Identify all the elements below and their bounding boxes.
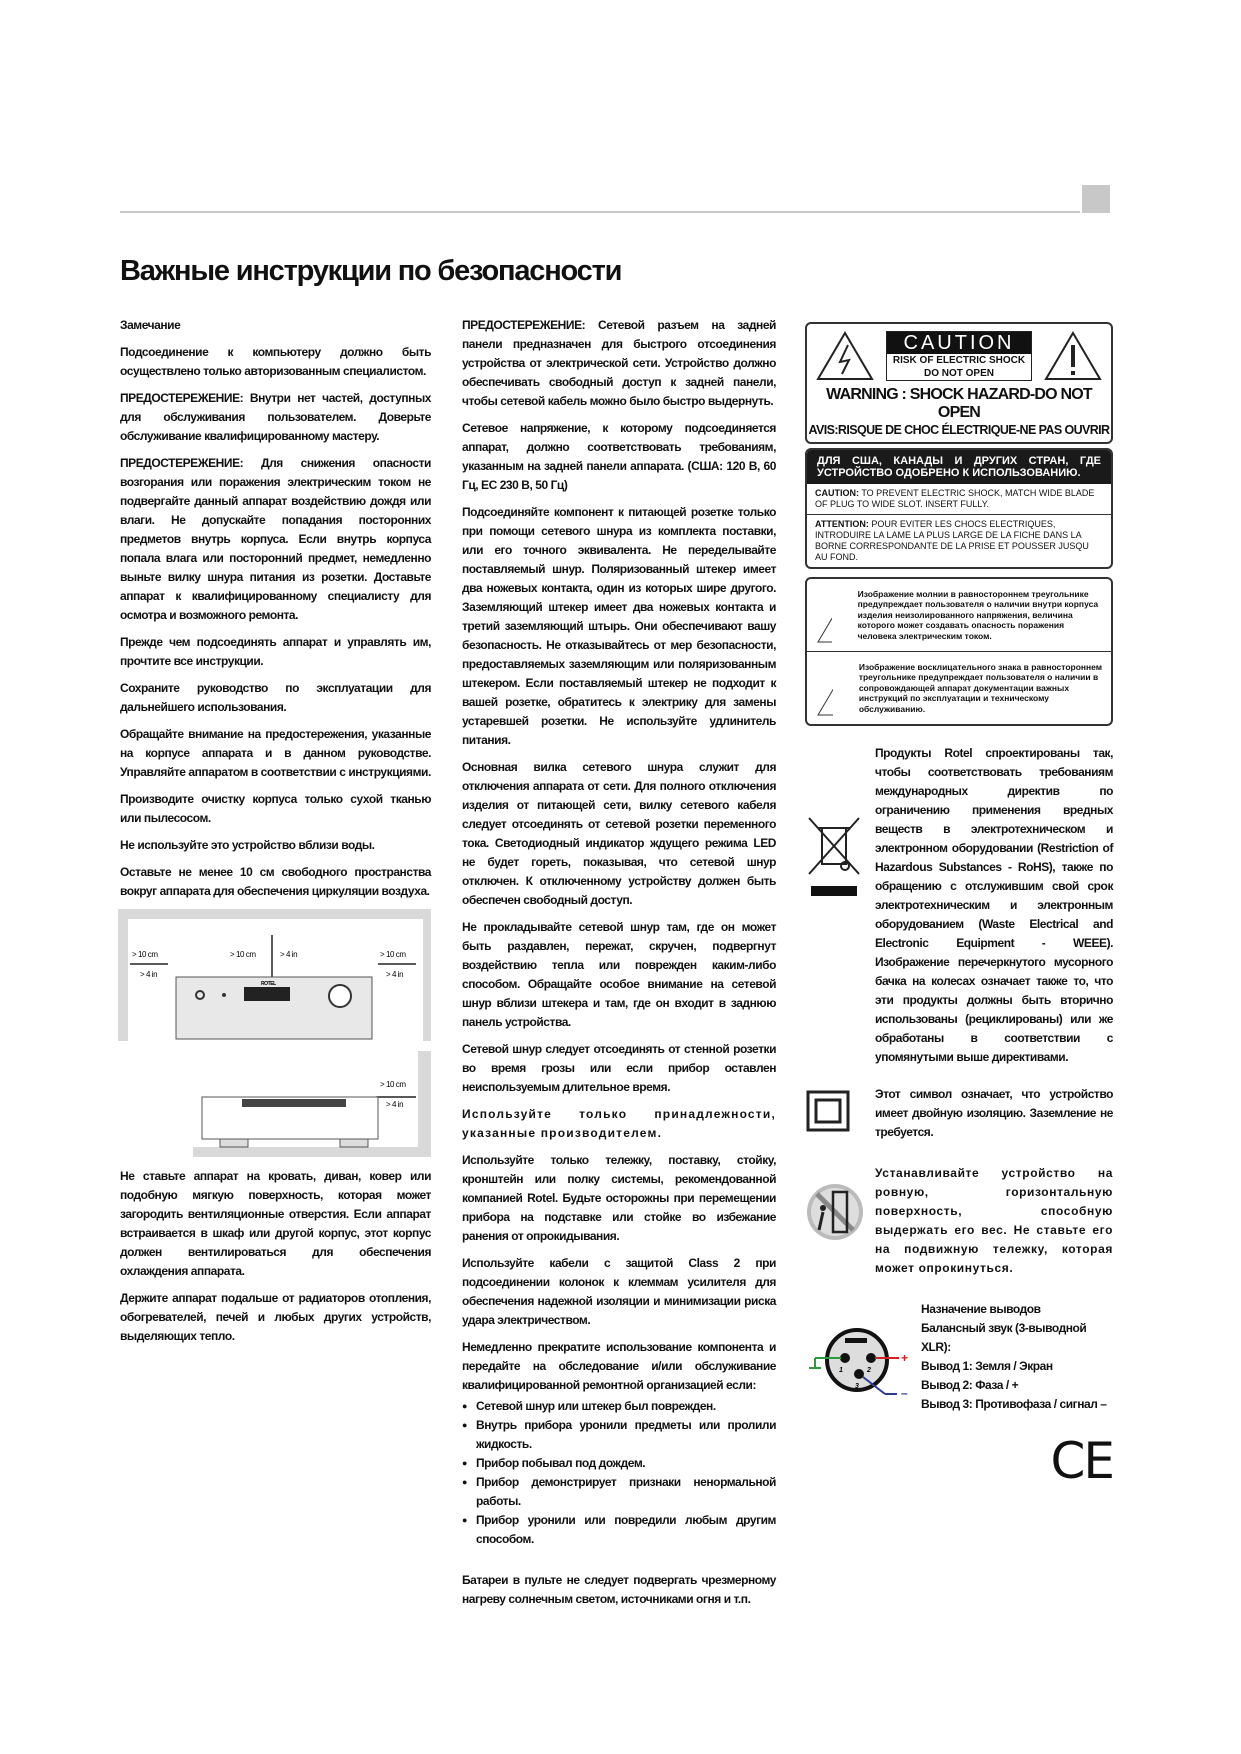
- donot-text: DO NOT OPEN: [923, 368, 994, 379]
- column-1: [120, 316, 431, 1354]
- ce-mark-icon: CE: [1050, 1432, 1113, 1490]
- paragraph: Сетевое напряжение, к которому подсоединяется аппарат, должно соответствовать требованиям, указанным на задней панели аппарата. (США: 120 В, 60 Гц, ЕС 230 В, 50 Гц): [462, 421, 776, 492]
- plug-label: [805, 448, 1113, 569]
- list-item: ● Внутрь прибора уронили предметы или пролили жидкость.: [462, 1416, 776, 1454]
- plus-label: +: [901, 1351, 908, 1365]
- paragraph: Основная вилка сетевого шнура служит для отключения аппарата от сети. Для полного отключения изделия от питающей сети, вилку сетевого кабеля следует отсоединять от сетевой розетки переменного тока. Светодиодный индикатор ждущего режима LED не будет гореть, показывая, что сетевой шнур отключен. К отключенному устройству должен быть обеспечен свободный доступ.: [462, 760, 776, 907]
- clearance-label: > 4 in: [386, 1100, 404, 1109]
- xlr-title: Назначение выводов: [921, 1302, 1041, 1316]
- paragraph: Немедленно прекратите использование компонента и передайте на обследование и/или обслуживание квалифицированной ремонтной организацией если:: [462, 1340, 776, 1392]
- lightning-triangle-icon: [815, 330, 875, 382]
- xlr-connector-icon: [805, 1322, 915, 1402]
- pin-number: 3: [855, 1383, 859, 1390]
- clearance-label: > 4 in: [140, 970, 158, 979]
- minus-label: –: [901, 1386, 908, 1400]
- pin-number: 1: [839, 1367, 843, 1374]
- plug-caution: CAUTION: TO PREVENT ELECTRIC SHOCK, MATCH WIDE BLADE OF PLUG TO WIDE SLOT. INSERT FULLY.: [815, 488, 1095, 509]
- paragraph: Используйте только тележку, поставку, стойку, кронштейн или полку системы, рекомендованной компанией Rotel. Будьте осторожны при перемещении прибора на подставке или стойке во избежание ранения от опрокидывания.: [462, 1153, 776, 1243]
- lightning-triangle-icon: [815, 585, 832, 645]
- rohs-text: Продукты Rotel спроектированы так, чтобы соответствовать требованиям международных директив по ограничению применения вредных веществ в электротехническом и электронном оборудовании (Restriction of Hazardous Substances - RoHS), также по обращению с отслужившим свой срок электротехническим и электронным оборудованием (Waste Electrical and Electronic Equipment - WEEE). Изображение перечеркнутого мусорного бачка на колесах означает также то, что эти продукты должны быть вторично использованы (рециклированы) или же обработаны в соответствии с упомянутыми выше директивами.: [875, 746, 1113, 1064]
- xlr-pin: Вывод 3: Противофаза / сигнал –: [921, 1397, 1107, 1411]
- pin-number: 2: [867, 1367, 871, 1374]
- bullet-list: [462, 1397, 776, 1549]
- crossed-bin-icon: [805, 814, 865, 904]
- paragraph: Прежде чем подсоединять аппарат и управлять им, прочтите все инструкции.: [120, 635, 431, 668]
- plug-attention: ATTENTION: POUR EVITER LES CHOCS ELECTRIQUES, INTRODUIRE LA LAME LA PLUS LARGE DE LA FICHE DANS LA BORNE CORRESPONDANTE DE LA PRISE ET POUSSER JUSQU AU FOND.: [815, 519, 1089, 562]
- xlr-section: [805, 1300, 1113, 1414]
- xlr-pin: Вывод 2: Фаза / +: [921, 1378, 1019, 1392]
- paragraph: Сетевой шнур следует отсоединять от стенной розетки во время грозы или если прибор оставлен неиспользуемым длительное время.: [462, 1042, 776, 1094]
- clearance-label: > 10 cm: [132, 950, 158, 959]
- section-heading: Замечание: [120, 318, 181, 332]
- symbol-description: Изображение молнии в равностороннем треугольнике предупреждает пользователя о наличии внутри корпуса изделия неизолированного напряжения, величина которого может создавать опасность поражения человека электрическим током.: [857, 588, 1099, 641]
- double-insulation-icon: [805, 1089, 853, 1133]
- side-clearance-diagram: [118, 1051, 431, 1157]
- front-clearance-diagram: [118, 909, 431, 1041]
- clearance-label: > 10 cm: [380, 1080, 406, 1089]
- clearance-label: > 4 in: [280, 950, 298, 959]
- list-item: ● Прибор демонстрирует признаки ненормальной работы.: [462, 1473, 776, 1511]
- symbols-explanation: [805, 577, 1113, 726]
- paragraph: Используйте кабели с защитой Class 2 при подсоединении колонок к клеммам усилителя для обеспечения надежной изоляции и минимизации риска удара электричеством.: [462, 1256, 776, 1327]
- paragraph: Используйте только принадлежности, указанные производителем.: [462, 1107, 776, 1140]
- brand-label: ROTEL: [261, 981, 276, 987]
- paragraph: Производите очистку корпуса только сухой тканью или пылесосом.: [120, 792, 431, 825]
- clearance-label: > 10 cm: [380, 950, 406, 959]
- cart-warning-text: Устанавливайте устройство на ровную, горизонтальную поверхность, способную выдержать его вес. Не ставьте его на подвижную тележку, которая может опрокинуться.: [875, 1166, 1113, 1275]
- caution-label: [805, 322, 1113, 444]
- warning-text: WARNING : SHOCK HAZARD-DO NOT OPEN: [826, 386, 1092, 421]
- paragraph: Не прокладывайте сетевой шнур там, где он может быть раздавлен, пережат, скручен, подвергнут воздействию тепла или поврежден каким-либо способом. Обращайте особое внимание на сетевой шнур вблизи штекера и там, где он входит в заднюю панель устройства.: [462, 920, 776, 1029]
- list-item: ● Сетевой шнур или штекер был поврежден.: [462, 1397, 776, 1416]
- double-insulation-text: Этот символ означает, что устройство имеет двойную изоляцию. Заземление не требуется.: [875, 1087, 1113, 1139]
- column-2: [462, 316, 776, 1617]
- risk-text: RISK OF ELECTRIC SHOCK: [892, 355, 1026, 366]
- xlr-subtitle: Балансный звук (3-выводной XLR):: [921, 1321, 1087, 1354]
- avis-text: AVIS:RISQUE DE CHOC ÉLECTRIQUE-NE PAS OUVRIR: [808, 423, 1110, 437]
- paragraph: ПРЕДОСТЕРЕЖЕНИЕ: Внутри нет частей, доступных для обслуживания пользователем. Доверьте обслуживание квалифицированному мастеру.: [120, 391, 431, 443]
- paragraph: Батареи в пульте не следует подвергать чрезмерному нагреву солнечным светом, источниками огня и т.п.: [462, 1573, 776, 1606]
- paragraph: Держите аппарат подальше от радиаторов отопления, обогревателей, печей и любых других устройств, выделяющих тепло.: [120, 1291, 431, 1343]
- double-insulation-section: [805, 1085, 1113, 1150]
- plug-label-header: ДЛЯ США, КАНАДЫ И ДРУГИХ СТРАН, ГДЕ УСТРОЙСТВО ОДОБРЕНО К ИСПОЛЬЗОВАНИЮ.: [807, 450, 1111, 484]
- list-item: ● Прибор побывал под дождем.: [462, 1454, 776, 1473]
- paragraph: ПРЕДОСТЕРЕЖЕНИЕ: Для снижения опасности возгорания или поражения электрическим током не подвергайте данный аппарат воздействию дождя или влаги. Не допускайте попадания посторонних предметов внутрь корпуса. Если внутрь корпуса попала влага или посторонний предмет, немедленно выньте вилку шнура питания из розетки. Доставьте аппарат к квалифицированному специалисту для осмотра и возможного ремонта.: [120, 456, 431, 622]
- cart-warning-section: [805, 1164, 1113, 1286]
- rohs-section: [805, 744, 1113, 1075]
- paragraph: Подсоединяйте компонент к питающей розетке только при помощи сетевого шнура из комплекта поставки, или его точного эквивалента. Не переделывайте поставляемый шнур. Поляризованный штекер имеет два ножевых контакта, один из которых шире другого. Заземляющий штекер имеет два ножевых контакта и третий заземляющий штырь. Они обеспечивают вашу безопасность. Не отказывайтесь от мер безопасности, предоставляемых заземляющим или поляризованным штекером. Если поставляемый штекер не подходит к вашей розетке, обратитесь к электрику для замены устаревшей розетки. Не используйте удлинитель питания.: [462, 505, 776, 747]
- no-cart-icon: [805, 1182, 869, 1246]
- header-rule: [120, 211, 1080, 213]
- list-item: ● Прибор уронили или повредили любым другим способом.: [462, 1511, 776, 1549]
- paragraph: Не используйте это устройство вблизи воды.: [120, 838, 375, 852]
- paragraph: Оставьте не менее 10 см свободного пространства вокруг аппарата для обеспечения циркуляции воздуха.: [120, 865, 431, 898]
- paragraph: Сохраните руководство по эксплуатации для дальнейшего использования.: [120, 681, 431, 714]
- paragraph: Обращайте внимание на предостережения, указанные на корпусе аппарата и в данном руководстве. Управляйте аппаратом в соответствии с инструкциями.: [120, 727, 431, 779]
- exclamation-triangle-icon: [1043, 330, 1103, 382]
- xlr-pin: Вывод 1: Земля / Экран: [921, 1359, 1053, 1373]
- exclamation-triangle-icon: [815, 658, 833, 718]
- clearance-label: > 4 in: [386, 970, 404, 979]
- column-3: [805, 322, 1113, 1490]
- paragraph: Подсоединение к компьютеру должно быть осуществлено только авторизованным специалистом.: [120, 345, 431, 378]
- page-tab-marker: [1082, 185, 1110, 213]
- paragraph: Не ставьте аппарат на кровать, диван, ковер или подобную мягкую поверхность, которая может загородить вентиляционные отверстия. Если аппарат встраивается в шкаф или другой корпус, этот корпус должен вентилироваться для обеспечения охлаждения аппарата.: [120, 1169, 431, 1278]
- symbol-description: Изображение восклицательного знака в равностороннем треугольнике предупреждает пользователя о наличии в сопровождающей аппарат документации важных инструкций по эксплуатации и техническому обслуживанию.: [858, 661, 1103, 714]
- paragraph: ПРЕДОСТЕРЕЖЕНИЕ: Сетевой разъем на задней панели предназначен для быстрого отсоединения устройства от электрической сети. Устройство должно обеспечивать свободный доступ к задней панели, чтобы сетевой кабель можно было быстро выдернуть.: [462, 318, 776, 408]
- page-title: Важные инструкции по безопасности: [120, 255, 622, 287]
- caution-word: CAUTION: [887, 332, 1031, 354]
- clearance-label: > 10 cm: [230, 950, 256, 959]
